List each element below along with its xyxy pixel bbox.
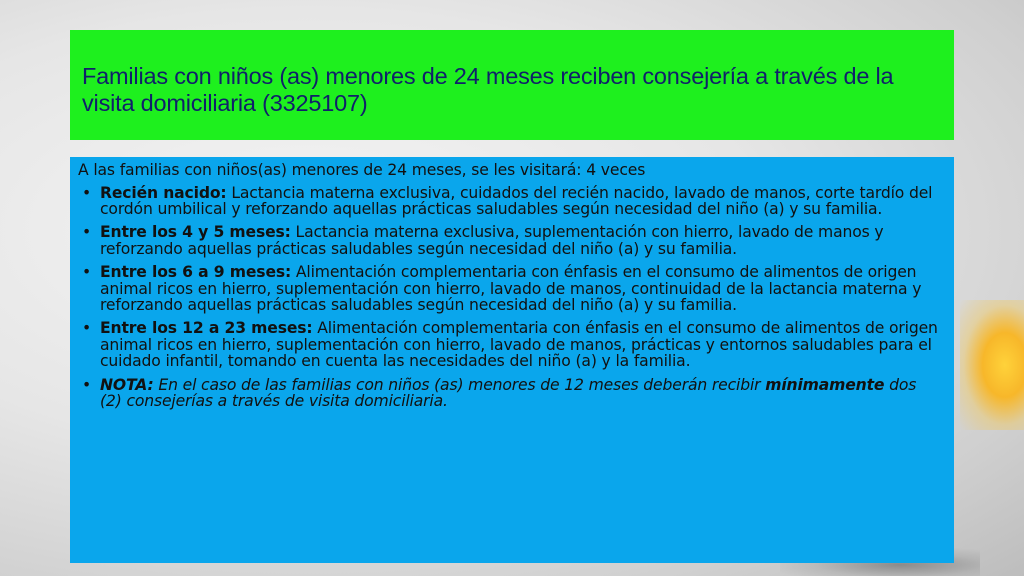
bullet-icon: • [82, 319, 92, 338]
item-lead: Recién nacido: [100, 183, 227, 202]
note-lead: NOTA: [100, 375, 154, 394]
list-item [78, 264, 942, 314]
note-item [78, 377, 942, 410]
note-text-2: dos (2) consejerías a través de visita domiciliaria. [100, 375, 917, 411]
bullet-icon: • [82, 223, 92, 242]
bullet-icon: • [82, 375, 92, 394]
item-text: Alimentación complementaria con énfasis en el consumo de alimentos de origen animal ricos en hierro, suplementación con hierro, lavado de manos, prácticas y entornos saludables para el cuidado infantil, tomando en cuenta las necesidades del niño (a) y la familia. [100, 319, 938, 371]
bullet-icon: • [82, 262, 92, 281]
slide-content-box [70, 157, 954, 563]
bullet-icon: • [82, 183, 92, 202]
item-lead: Entre los 6 a 9 meses: [100, 262, 292, 281]
intro-text: A las familias con niños(as) menores de 24 meses, se les visitará: 4 veces [78, 161, 646, 179]
item-lead: Entre los 12 a 23 meses: [100, 319, 313, 338]
slide-title-box [70, 30, 954, 140]
list-item [78, 320, 942, 370]
item-text: Lactancia materna exclusiva, cuidados del recién nacido, lavado de manos, corte tardío del cordón umbilical y reforzando aquellas prácticas saludables según necesidad del niño (a) y su familia. [100, 183, 933, 219]
slide-title: Familias con niños (as) menores de 24 meses reciben consejería a través de la visita domiciliaria (3325107) [82, 63, 894, 116]
decorative-glow [960, 300, 1024, 430]
bullet-list [78, 185, 942, 410]
note-text-1: En el caso de las familias con niños (as) menores de 12 meses deberán recibir [153, 375, 766, 394]
list-item [78, 185, 942, 218]
note-emphasis: mínimamente [765, 375, 885, 394]
item-lead: Entre los 4 y 5 meses: [100, 223, 291, 242]
item-text: Alimentación complementaria con énfasis en el consumo de alimentos de origen animal ricos en hierro, suplementación con hierro, lavado de manos, continuidad de la lactancia materna y reforzando aquellas prácticas saludables según necesidad del niño (a) y su familia. [100, 262, 922, 315]
list-item [78, 224, 942, 257]
item-text: Lactancia materna exclusiva, suplementación con hierro, lavado de manos y reforzando aquellas prácticas saludables según necesidad del niño (a) y su familia. [100, 223, 884, 258]
